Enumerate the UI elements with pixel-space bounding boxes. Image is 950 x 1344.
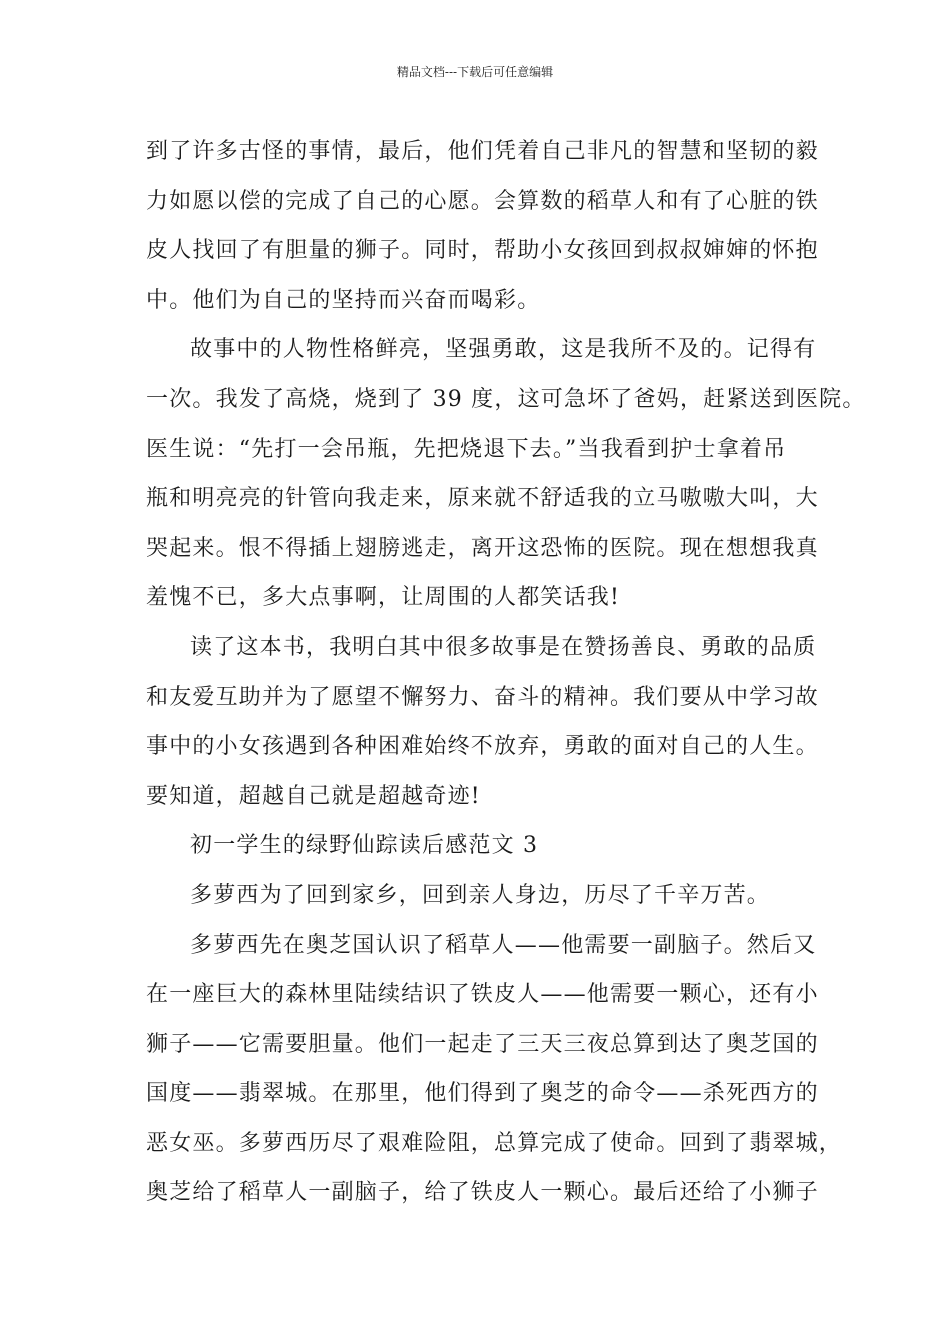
paragraph-first-line: 多萝西为了回到家乡，回到亲人身边，历尽了千辛万苦。 <box>190 882 771 908</box>
text-line: 中。他们为自己的坚持而兴奋而喝彩。 <box>146 287 541 313</box>
text-line: 要知道，超越自己就是超越奇迹! <box>146 783 481 809</box>
text-line: 哭起来。恨不得插上翅膀逃走，离开这恐怖的医院。现在想想我真 <box>146 535 819 561</box>
text-line: 在一座巨大的森林里陆续结识了铁皮人——他需要一颗心，还有小 <box>146 982 819 1008</box>
document-body <box>146 131 866 1222</box>
section-title: 初一学生的绿野仙踪读后感范文 3 <box>190 833 539 859</box>
text-line: 国度——翡翠城。在那里，他们得到了奥芝的命令——杀死西方的 <box>146 1081 819 1107</box>
text-line: 狮子——它需要胆量。他们一起走了三天三夜总算到达了奥芝国的 <box>146 1031 819 1057</box>
text-line: 和友爱互助并为了愿望不懈努力、奋斗的精神。我们要从中学习故 <box>146 684 819 710</box>
page-header: 精品文档---下载后可任意编辑 <box>396 65 554 79</box>
paragraph-first-line: 故事中的人物性格鲜亮，坚强勇敢，这是我所不及的。记得有 <box>190 337 817 363</box>
text-line: 事中的小女孩遇到各种困难始终不放弃，勇敢的面对自己的人生。 <box>146 734 819 760</box>
text-line: 恶女巫。多萝西历尽了艰难险阻，总算完成了使命。回到了翡翠城， <box>146 1130 843 1156</box>
text-line: 奥芝给了稻草人一副脑子，给了铁皮人一颗心。最后还给了小狮子 <box>146 1180 819 1206</box>
text-line: 到了许多古怪的事情，最后，他们凭着自己非凡的智慧和坚韧的毅 <box>146 139 819 164</box>
paragraph-first-line: 读了这本书，我明白其中很多故事是在赞扬善良、勇敢的品质 <box>190 634 817 660</box>
text-line: 羞愧不已，多大点事啊，让周围的人都笑话我! <box>146 585 621 611</box>
text-line: 一次。我发了高烧，烧到了 39 度，这可急坏了爸妈，赶紧送到医院。 <box>146 386 866 412</box>
text-line: 皮人找回了有胆量的狮子。同时，帮助小女孩回到叔叔婶婶的怀抱 <box>146 238 819 264</box>
text-line: 力如愿以偿的完成了自己的心愿。会算数的稻草人和有了心脏的铁 <box>146 188 819 214</box>
text-line: 医生说：“先打一会吊瓶，先把烧退下去。”当我看到护士拿着吊 <box>146 436 787 462</box>
paragraph-first-line: 多萝西先在奥芝国认识了稻草人——他需要一副脑子。然后又 <box>190 932 817 958</box>
text-line: 瓶和明亮亮的针管向我走来，原来就不舒适我的立马嗷嗷大叫，大 <box>146 486 819 512</box>
